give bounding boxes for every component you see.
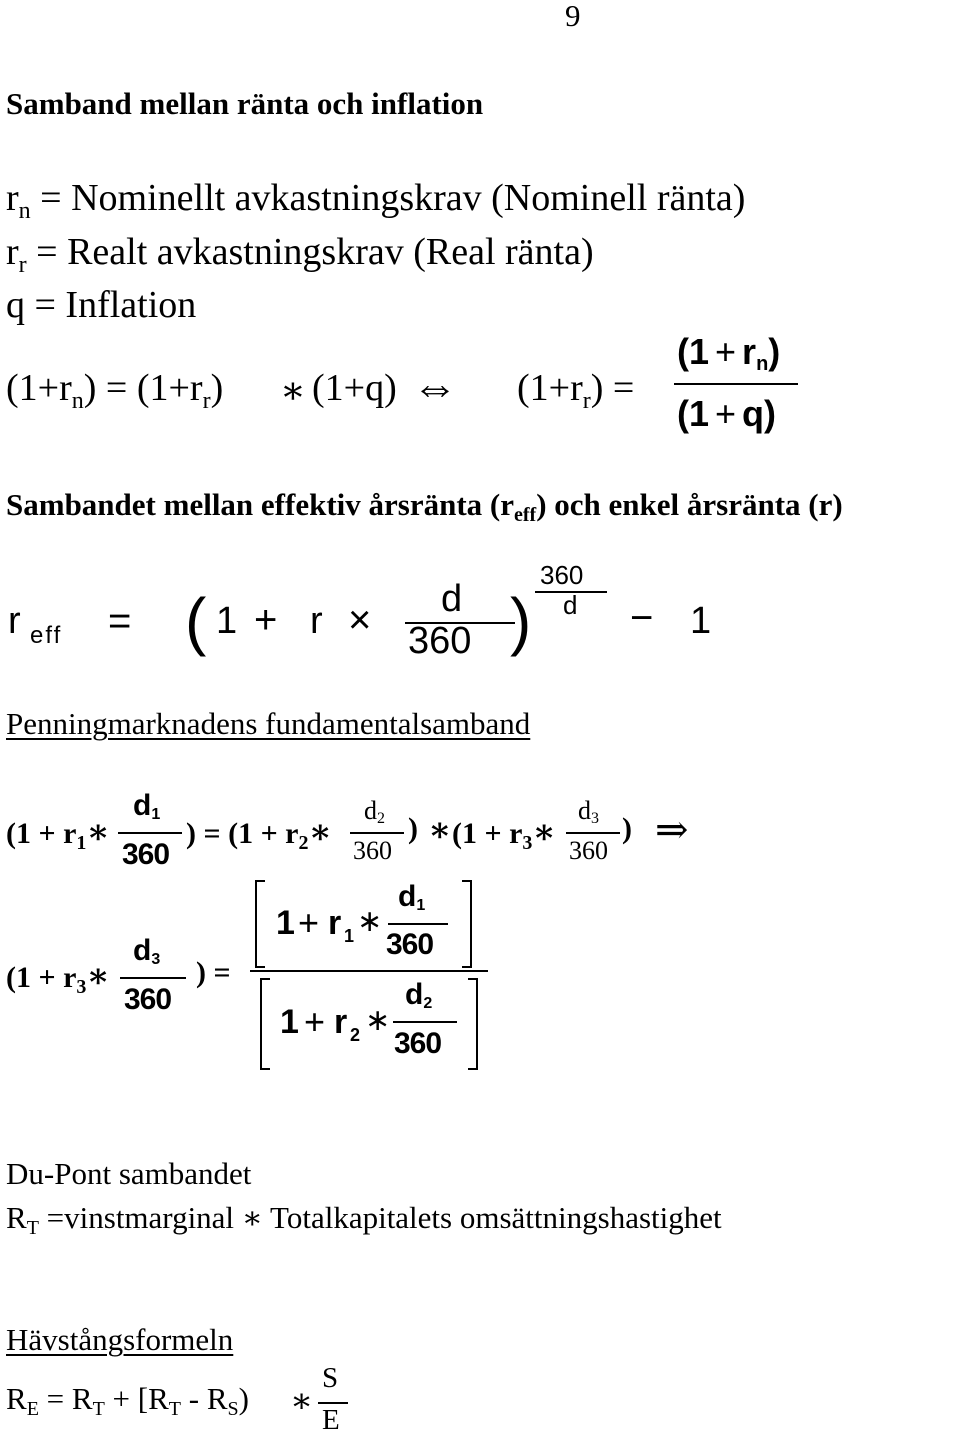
- subscript-3: 3: [522, 832, 533, 854]
- right-bracket: [468, 978, 478, 1070]
- eq2-part-a: [6, 956, 110, 996]
- right-paren: ): [510, 585, 532, 657]
- eq-part: (1 + r: [452, 817, 523, 850]
- subscript-2: 2: [377, 810, 385, 827]
- fraction-line: [120, 977, 186, 979]
- section-heading-leverage: Hävstångsformeln: [6, 1322, 234, 1357]
- eq1-f2-denominator: 360: [353, 836, 392, 865]
- multiply-star: ∗: [532, 814, 556, 851]
- subscript-r: r: [202, 388, 211, 414]
- plus-sign: +: [298, 902, 320, 943]
- top-denominator: 360: [386, 928, 434, 961]
- formula-one: 1: [216, 600, 238, 642]
- eq1-part-d: [452, 812, 556, 852]
- eq-part: ) =: [590, 367, 635, 409]
- minus-sign: −: [630, 596, 654, 640]
- fraction-line: [566, 832, 620, 834]
- symbol-r: r: [6, 177, 19, 219]
- exponent-numerator: 360: [540, 560, 584, 590]
- eq-part: ): [238, 1381, 249, 1416]
- section-heading-inflation: Samband mellan ränta och inflation: [6, 86, 484, 121]
- multiply-star: ∗: [280, 370, 306, 412]
- equals-sign: =: [108, 599, 132, 643]
- left-bracket: [260, 978, 270, 1070]
- subscript-t: T: [168, 1398, 181, 1420]
- fraction-line: [674, 383, 798, 385]
- subscript-2: 2: [350, 1025, 361, 1045]
- eq-part: d: [405, 978, 424, 1011]
- eq-part-q: (1+q): [312, 367, 397, 409]
- fraction-line: [118, 832, 182, 834]
- top-r: r: [328, 904, 342, 942]
- exponent-denominator: d: [563, 590, 578, 620]
- eq-part: d: [364, 796, 377, 825]
- eq-part: (1+r: [517, 367, 583, 409]
- left-paren: (: [185, 585, 207, 657]
- plus-sign: +: [254, 598, 278, 642]
- eq-part: R: [6, 1381, 27, 1416]
- subscript-eff: eff: [30, 622, 63, 649]
- page-number: 9: [565, 0, 581, 33]
- subscript-n: n: [756, 353, 769, 375]
- fisher-equation-lhs: [6, 366, 224, 414]
- subscript-3: 3: [151, 951, 161, 968]
- subscript-3: 3: [76, 976, 87, 998]
- leverage-formula: [6, 1381, 249, 1420]
- eq1-part-c: ): [408, 812, 418, 845]
- subscript-1: 1: [76, 832, 87, 854]
- bottom-one: 1: [280, 1003, 299, 1041]
- eq1-f3-numerator: [578, 796, 599, 826]
- eq-part: d: [133, 934, 152, 967]
- subscript-2: 2: [298, 832, 309, 854]
- eq1-f1-numerator: [133, 789, 160, 823]
- multiply-star: ∗: [86, 814, 110, 851]
- symbol-r: r: [6, 231, 19, 273]
- subscript-t: T: [26, 1217, 39, 1239]
- fraction-line: [393, 1021, 457, 1023]
- multiply-star: ∗: [357, 905, 383, 938]
- subscript-r: r: [582, 388, 591, 414]
- subscript-2: 2: [423, 995, 433, 1012]
- eq1-part-a: [6, 812, 110, 852]
- eq-part: - R: [181, 1381, 228, 1416]
- heading-part: ) och enkel årsränta (r): [536, 487, 843, 522]
- eq-part: r: [742, 331, 757, 372]
- plus-sign: +: [715, 331, 737, 372]
- subscript-t: T: [92, 1398, 105, 1420]
- dupont-formula: [6, 1200, 722, 1239]
- multiply-star: ∗: [290, 1383, 314, 1420]
- left-bracket: [255, 880, 265, 968]
- section-heading-effective-rate: [6, 487, 843, 526]
- formula-one2: 1: [690, 600, 712, 642]
- fraction-numerator-d: d: [441, 578, 463, 620]
- eq-part: + [R: [104, 1381, 169, 1416]
- fraction-line: [388, 923, 448, 925]
- eq1-f3-denominator: 360: [569, 836, 608, 865]
- subscript-1: 1: [151, 806, 161, 823]
- subscript-3: 3: [591, 810, 599, 827]
- eq-part: = R: [38, 1381, 93, 1416]
- subscript-n: n: [71, 388, 84, 414]
- eq2-f-numerator: [133, 934, 160, 968]
- subscript-n: n: [18, 198, 31, 224]
- fraction-denominator: [677, 393, 776, 435]
- formula-r2: r: [310, 600, 323, 642]
- eq-part: ): [210, 367, 224, 409]
- right-bracket: [462, 880, 472, 968]
- subscript-eff: eff: [514, 504, 537, 526]
- top-one: 1: [276, 904, 295, 942]
- eq2-part-b: ) =: [196, 956, 231, 989]
- implies-arrow-icon: ⇒: [655, 807, 689, 852]
- eq-part: d: [578, 796, 591, 825]
- times-sign: ×: [348, 598, 372, 642]
- heading-part: Sambandet mellan effektiv årsränta (r: [6, 487, 514, 522]
- bottom-r: r: [334, 1003, 348, 1041]
- top-numerator: [398, 880, 425, 914]
- fisher-equation-rhs: [517, 366, 635, 414]
- symbol-r: R: [6, 1200, 27, 1235]
- eq-part: d: [398, 880, 417, 913]
- definition-inflation: q = Inflation: [6, 284, 197, 326]
- leverage-denominator: E: [322, 1404, 340, 1436]
- eq1-f1-denominator: 360: [122, 838, 170, 871]
- fraction-numerator: [677, 331, 780, 373]
- subscript-1: 1: [344, 926, 355, 946]
- eq1-part-e: ): [622, 812, 632, 845]
- plus-sign: +: [715, 393, 737, 434]
- eq-part: (1 + r: [6, 961, 77, 994]
- eq-part: ) = (1 + r: [186, 817, 299, 850]
- eq-part: q): [742, 393, 777, 434]
- eq1-part-b: [186, 812, 332, 852]
- bottom-numerator: [405, 978, 432, 1012]
- leverage-numerator: S: [322, 1362, 339, 1394]
- eq-part: (1 + r: [6, 817, 77, 850]
- plus-sign: +: [304, 1001, 326, 1042]
- eq-part: (1: [677, 331, 710, 372]
- multiply-star: ∗: [86, 958, 110, 995]
- iff-arrow-icon: ⇔: [412, 361, 458, 412]
- multiply-star: ∗: [308, 814, 332, 851]
- eq-part: (1+r: [6, 367, 72, 409]
- definition-real-rate: [6, 230, 594, 278]
- definition-nominal-rate: [6, 176, 746, 224]
- definition-text: = Realt avkastningskrav (Real ränta): [26, 231, 594, 273]
- section-heading-dupont: Du-Pont sambandet: [6, 1156, 252, 1191]
- eq-part: (1: [677, 393, 710, 434]
- section-heading-money-market: Penningmarknadens fundamentalsamband: [6, 706, 531, 741]
- bottom-denominator: 360: [394, 1027, 442, 1060]
- subscript-1: 1: [416, 897, 426, 914]
- eq-part: ): [768, 331, 781, 372]
- subscript-r: r: [18, 252, 27, 278]
- subscript-s: S: [227, 1398, 239, 1420]
- eq-part: d: [133, 789, 152, 822]
- eq-part: ) = (1+r: [83, 367, 203, 409]
- main-fraction-line: [250, 970, 488, 972]
- definition-text: = Nominellt avkastningskrav (Nominell ränta): [30, 177, 746, 219]
- formula-r: r: [8, 600, 21, 642]
- subscript-e: E: [26, 1398, 39, 1420]
- formula-text: =vinstmarginal ∗ Totalkapitalets omsättningshastighet: [38, 1200, 722, 1235]
- eq2-f-denominator: 360: [124, 983, 172, 1016]
- eq1-f2-numerator: [364, 796, 385, 826]
- fraction-denominator-360: 360: [408, 620, 472, 662]
- multiply-star: ∗: [428, 812, 452, 849]
- fraction-line: [350, 832, 404, 834]
- multiply-star: ∗: [365, 1004, 391, 1037]
